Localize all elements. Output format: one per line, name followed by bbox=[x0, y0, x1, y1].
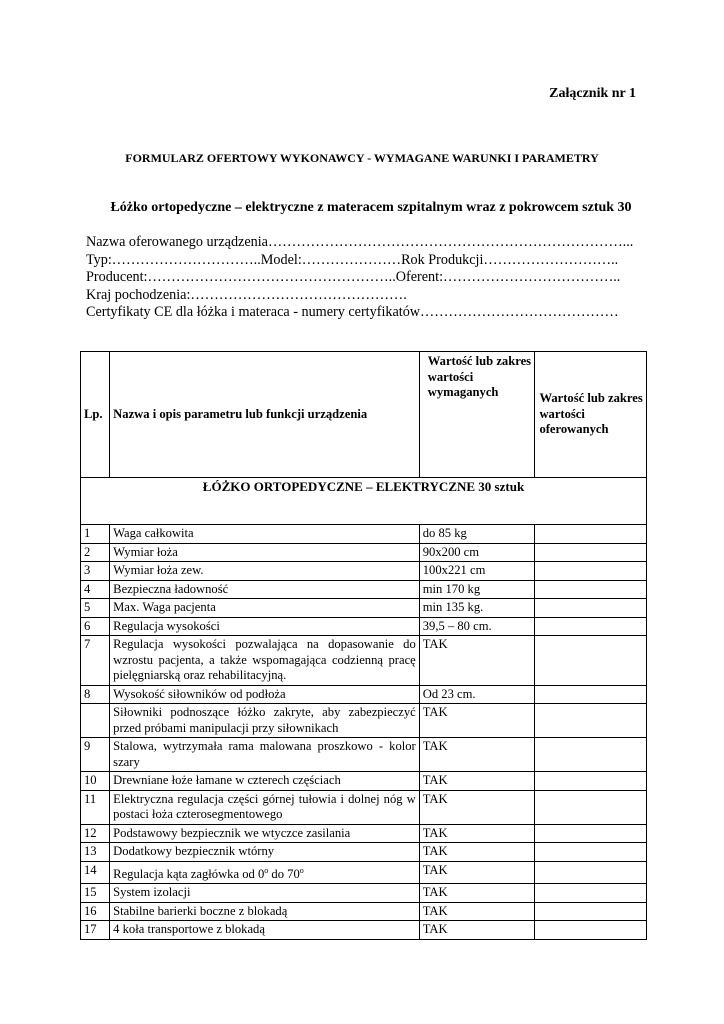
table-row bbox=[81, 921, 647, 940]
cell-required: TAK bbox=[419, 772, 535, 791]
cell-required: TAK bbox=[419, 704, 535, 738]
cell-lp: 15 bbox=[81, 884, 110, 903]
table-row bbox=[81, 772, 647, 791]
cell-offered[interactable] bbox=[535, 617, 647, 636]
table-row bbox=[81, 704, 647, 738]
cell-lp: 17 bbox=[81, 921, 110, 940]
table-body bbox=[81, 525, 647, 940]
form-title: FORMULARZ OFERTOWY WYKONAWCY - WYMAGANE WARUNKI I PARAMETRY bbox=[125, 151, 599, 165]
cell-name: Podstawowy bezpiecznik we wtyczce zasilania bbox=[110, 824, 420, 843]
field-device-name: Nazwa oferowanego urządzenia…………………………………………………………………... bbox=[86, 234, 634, 250]
cell-name: Max. Waga pacjenta bbox=[110, 599, 420, 618]
cell-lp bbox=[81, 704, 110, 738]
cell-name: Regulacja kąta zagłówka od 0$^o$ do 70$^o$ bbox=[110, 861, 420, 884]
parameters-table bbox=[80, 351, 647, 940]
cell-required: 90x200 cm bbox=[419, 543, 535, 562]
cell-name: Dodatkowy bezpiecznik wtórny bbox=[110, 843, 420, 862]
header-required: Wartość lub zakres wartości wymaganych bbox=[419, 352, 535, 478]
cell-required: 39,5 – 80 cm. bbox=[419, 617, 535, 636]
cell-name: Waga całkowita bbox=[110, 525, 420, 544]
cell-lp: 13 bbox=[81, 843, 110, 862]
cell-name: Stabilne barierki boczne z blokadą bbox=[110, 902, 420, 921]
cell-name: 4 koła transportowe z blokadą bbox=[110, 921, 420, 940]
cell-offered[interactable] bbox=[535, 772, 647, 791]
cell-required: TAK bbox=[419, 636, 535, 686]
cell-name: Wysokość siłowników od podłoża bbox=[110, 685, 420, 704]
table-row bbox=[81, 599, 647, 618]
cell-required: TAK bbox=[419, 790, 535, 824]
cell-name: Regulacja wysokości pozwalająca na dopasowanie do wzrostu pacjenta, a także wspomagająca codzienną pracę pielęgniarską oraz rehabilitacyjną. bbox=[110, 636, 420, 686]
cell-lp: 5 bbox=[81, 599, 110, 618]
cell-lp: 12 bbox=[81, 824, 110, 843]
table-row bbox=[81, 636, 647, 686]
cell-offered[interactable] bbox=[535, 704, 647, 738]
cell-offered[interactable] bbox=[535, 562, 647, 581]
table-row bbox=[81, 617, 647, 636]
cell-lp: 3 bbox=[81, 562, 110, 581]
cell-name: Siłowniki podnoszące łóżko zakryte, aby zabezpieczyć przed próbami manipulacji przy siłownikach bbox=[110, 704, 420, 738]
cell-offered[interactable] bbox=[535, 599, 647, 618]
table-row bbox=[81, 861, 647, 884]
cell-name: Bezpieczna ładowność bbox=[110, 580, 420, 599]
cell-lp: 11 bbox=[81, 790, 110, 824]
field-type-model-year: Typ:…………………………..Model:…………………Rok Produkcji……………………….. bbox=[86, 251, 619, 268]
table-row bbox=[81, 843, 647, 862]
section-row bbox=[81, 478, 647, 525]
cell-offered[interactable] bbox=[535, 884, 647, 903]
cell-required: TAK bbox=[419, 884, 535, 903]
section-title: ŁÓŻKO ORTOPEDYCZNE – ELEKTRYCZNE 30 sztuk bbox=[81, 478, 647, 525]
cell-required: TAK bbox=[419, 902, 535, 921]
table-header-row bbox=[81, 352, 647, 478]
cell-required: min 135 kg. bbox=[419, 599, 535, 618]
cell-offered[interactable] bbox=[535, 824, 647, 843]
field-certificates: Certyfikaty CE dla łóżka i materaca - numery certyfikatów…………………………………… bbox=[86, 304, 619, 321]
cell-required: TAK bbox=[419, 861, 535, 884]
attachment-label: Załącznik nr 1 bbox=[549, 86, 636, 101]
table-row bbox=[81, 884, 647, 903]
table-row bbox=[81, 543, 647, 562]
field-producer-offerer: Producent:……………………………………………..Oferent:……………………………….. bbox=[86, 269, 621, 286]
header-offered: Wartość lub zakres wartości oferowanych bbox=[535, 352, 647, 478]
cell-required: TAK bbox=[419, 921, 535, 940]
cell-lp: 10 bbox=[81, 772, 110, 791]
header-name: Nazwa i opis parametru lub funkcji urządzenia bbox=[110, 352, 420, 478]
cell-offered[interactable] bbox=[535, 580, 647, 599]
cell-required: TAK bbox=[419, 824, 535, 843]
cell-offered[interactable] bbox=[535, 738, 647, 772]
cell-name: Stalowa, wytrzymała rama malowana proszkowo - kolor szary bbox=[110, 738, 420, 772]
cell-offered[interactable] bbox=[535, 685, 647, 704]
cell-required: TAK bbox=[419, 738, 535, 772]
table-row bbox=[81, 902, 647, 921]
cell-required: Od 23 cm. bbox=[419, 685, 535, 704]
cell-name: Regulacja wysokości bbox=[110, 617, 420, 636]
table-row bbox=[81, 685, 647, 704]
cell-lp: 16 bbox=[81, 902, 110, 921]
cell-offered[interactable] bbox=[535, 636, 647, 686]
cell-lp: 4 bbox=[81, 580, 110, 599]
cell-offered[interactable] bbox=[535, 902, 647, 921]
table-row bbox=[81, 790, 647, 824]
cell-name: Elektryczna regulacja części górnej tułowia i dolnej nóg w postaci łoża czterosegmentowego bbox=[110, 790, 420, 824]
table-row bbox=[81, 562, 647, 581]
cell-lp: 1 bbox=[81, 525, 110, 544]
cell-lp: 7 bbox=[81, 636, 110, 686]
cell-required: 100x221 cm bbox=[419, 562, 535, 581]
offer-fields bbox=[86, 234, 646, 322]
cell-lp: 14 bbox=[81, 861, 110, 884]
cell-name: Wymiar łoża zew. bbox=[110, 562, 420, 581]
cell-lp: 2 bbox=[81, 543, 110, 562]
table-row bbox=[81, 525, 647, 544]
cell-name: Wymiar łoża bbox=[110, 543, 420, 562]
cell-required: do 85 kg bbox=[419, 525, 535, 544]
cell-name: Drewniane łoże łamane w czterech częściach bbox=[110, 772, 420, 791]
table-row bbox=[81, 738, 647, 772]
cell-required: TAK bbox=[419, 843, 535, 862]
header-lp: Lp. bbox=[81, 352, 110, 478]
cell-required: min 170 kg bbox=[419, 580, 535, 599]
cell-name: System izolacji bbox=[110, 884, 420, 903]
cell-offered[interactable] bbox=[535, 921, 647, 940]
cell-lp: 6 bbox=[81, 617, 110, 636]
table-row bbox=[81, 824, 647, 843]
cell-lp: 9 bbox=[81, 738, 110, 772]
cell-offered[interactable] bbox=[535, 543, 647, 562]
cell-offered[interactable] bbox=[535, 861, 647, 884]
field-country: Kraj pochodzenia:………………………………………. bbox=[86, 286, 407, 303]
cell-offered[interactable] bbox=[535, 525, 647, 544]
cell-offered[interactable] bbox=[535, 790, 647, 824]
subtitle: Łóżko ortopedyczne – elektryczne z materacem szpitalnym wraz z pokrowcem sztuk 30 bbox=[110, 200, 632, 215]
table-row bbox=[81, 580, 647, 599]
cell-lp: 8 bbox=[81, 685, 110, 704]
cell-offered[interactable] bbox=[535, 843, 647, 862]
